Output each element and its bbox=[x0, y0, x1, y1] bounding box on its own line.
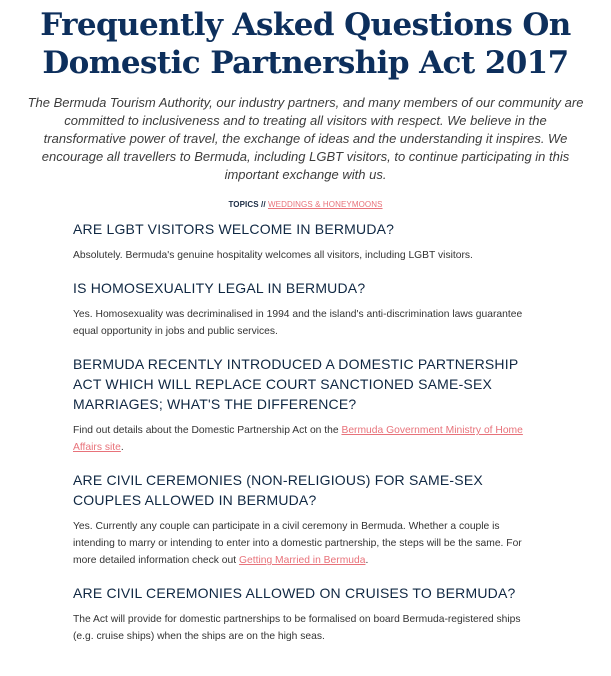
faq-answer: The Act will provide for domestic partnerships to be formalised on board Bermuda-registered ships (e.g. cruise ships) when the ships are on the high seas. bbox=[73, 614, 521, 642]
faq-question: ARE CIVIL CEREMONIES ALLOWED ON CRUISES TO BERMUDA? bbox=[73, 585, 516, 601]
faq-item bbox=[73, 354, 543, 456]
faq-question: ARE CIVIL CEREMONIES (NON-RELIGIOUS) FOR SAME-SEX COUPLES ALLOWED IN BERMUDA? bbox=[73, 472, 483, 508]
faq-item bbox=[73, 278, 543, 340]
intro-paragraph: The Bermuda Tourism Authority, our industry partners, and many members of our community are committed to inclusiveness and to treating all visitors with respect. We believe in the transformative power of travel, the exchange of ideas and the understanding it inspires. We encourage all travellers to Bermuda, including LGBT visitors, to continue participating in this important exchange with us. bbox=[27, 95, 584, 182]
answer-text: Yes. Currently any couple can participate in a civil ceremony in Bermuda. Whether a couple is intending to marry or intending to enter into a domestic partnership, the steps will be the same. For more detailed information check out bbox=[73, 521, 522, 566]
answer-text-end: . bbox=[365, 555, 369, 566]
getting-married-link[interactable]: Getting Married in Bermuda bbox=[238, 555, 366, 566]
faq-item bbox=[73, 470, 543, 569]
answer-text-end: . bbox=[120, 442, 124, 453]
answer-text: Find out details about the Domestic Partnership Act on the bbox=[73, 425, 342, 436]
faq-item bbox=[73, 583, 543, 645]
home-affairs-link[interactable]: Bermuda Government Ministry of Home Affairs site bbox=[73, 425, 523, 453]
faq-answer: Absolutely. Bermuda's genuine hospitality welcomes all visitors, including LGBT visitors. bbox=[73, 250, 473, 261]
faq-question: BERMUDA RECENTLY INTRODUCED A DOMESTIC PARTNERSHIP ACT WHICH WILL REPLACE COURT SANCTIONED SAME-SEX MARRIAGES; WHAT'S THE DIFFERENCE? bbox=[73, 356, 519, 412]
page-title bbox=[0, 0, 611, 82]
faq-list bbox=[73, 219, 543, 645]
topics-bar bbox=[0, 200, 611, 209]
faq-question: ARE LGBT VISITORS WELCOME IN BERMUDA? bbox=[73, 221, 395, 237]
topic-link-weddings[interactable]: WEDDINGS & HONEYMOONS bbox=[267, 200, 383, 209]
faq-answer bbox=[73, 422, 543, 456]
faq-answer bbox=[73, 518, 543, 569]
title-line-1: Frequently Asked Questions On bbox=[40, 7, 571, 43]
faq-item bbox=[73, 219, 543, 264]
topics-label: TOPICS // bbox=[228, 200, 266, 209]
faq-question: IS HOMOSEXUALITY LEGAL IN BERMUDA? bbox=[73, 280, 366, 296]
title-line-2: Domestic Partnership Act 2017 bbox=[42, 45, 569, 81]
faq-answer: Yes. Homosexuality was decriminalised in 1994 and the island's anti-discrimination laws guarantee equal opportunity in jobs and public services. bbox=[73, 309, 523, 337]
